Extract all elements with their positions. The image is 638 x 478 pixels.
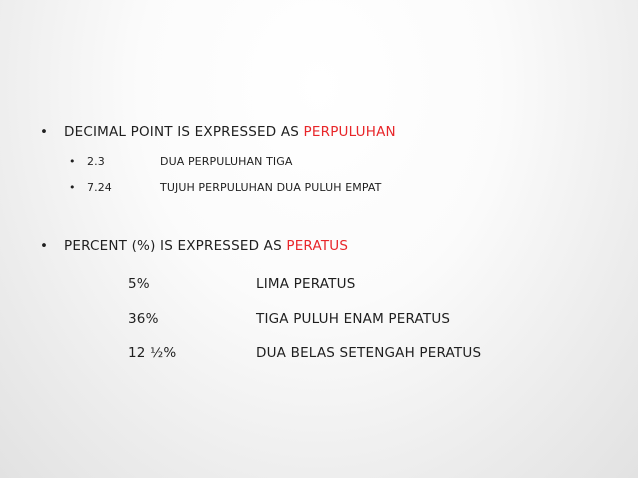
percent-example-1-number: 5%: [128, 276, 150, 292]
decimal-example-1-number: 2.3: [87, 155, 105, 168]
percent-example-1-word: LIMA PERATUS: [256, 276, 356, 292]
bullet-decimal-example-1: •: [69, 155, 76, 168]
percent-heading: [64, 238, 348, 254]
percent-heading-text: PERCENT (%) IS EXPRESSED AS: [64, 238, 287, 254]
percent-example-2-word: TIGA PULUH ENAM PERATUS: [256, 311, 451, 327]
decimal-example-1-word: DUA PERPULUHAN TIGA: [160, 155, 293, 168]
percent-example-3-number: 12 ½%: [128, 345, 177, 361]
decimal-heading: [64, 124, 396, 140]
decimal-heading-text: DECIMAL POINT IS EXPRESSED AS: [64, 124, 304, 140]
percent-example-2-number: 36%: [128, 311, 159, 327]
decimal-example-2-word: TUJUH PERPULUHAN DUA PULUH EMPAT: [160, 181, 382, 194]
decimal-example-2-number: 7.24: [87, 181, 112, 194]
bullet-decimal: •: [40, 124, 49, 140]
bullet-percent: •: [40, 238, 49, 254]
percent-highlight: PERATUS: [286, 238, 349, 254]
bullet-decimal-example-2: •: [69, 181, 76, 194]
percent-example-3-word: DUA BELAS SETENGAH PERATUS: [256, 345, 482, 361]
decimal-highlight: PERPULUHAN: [303, 124, 396, 140]
